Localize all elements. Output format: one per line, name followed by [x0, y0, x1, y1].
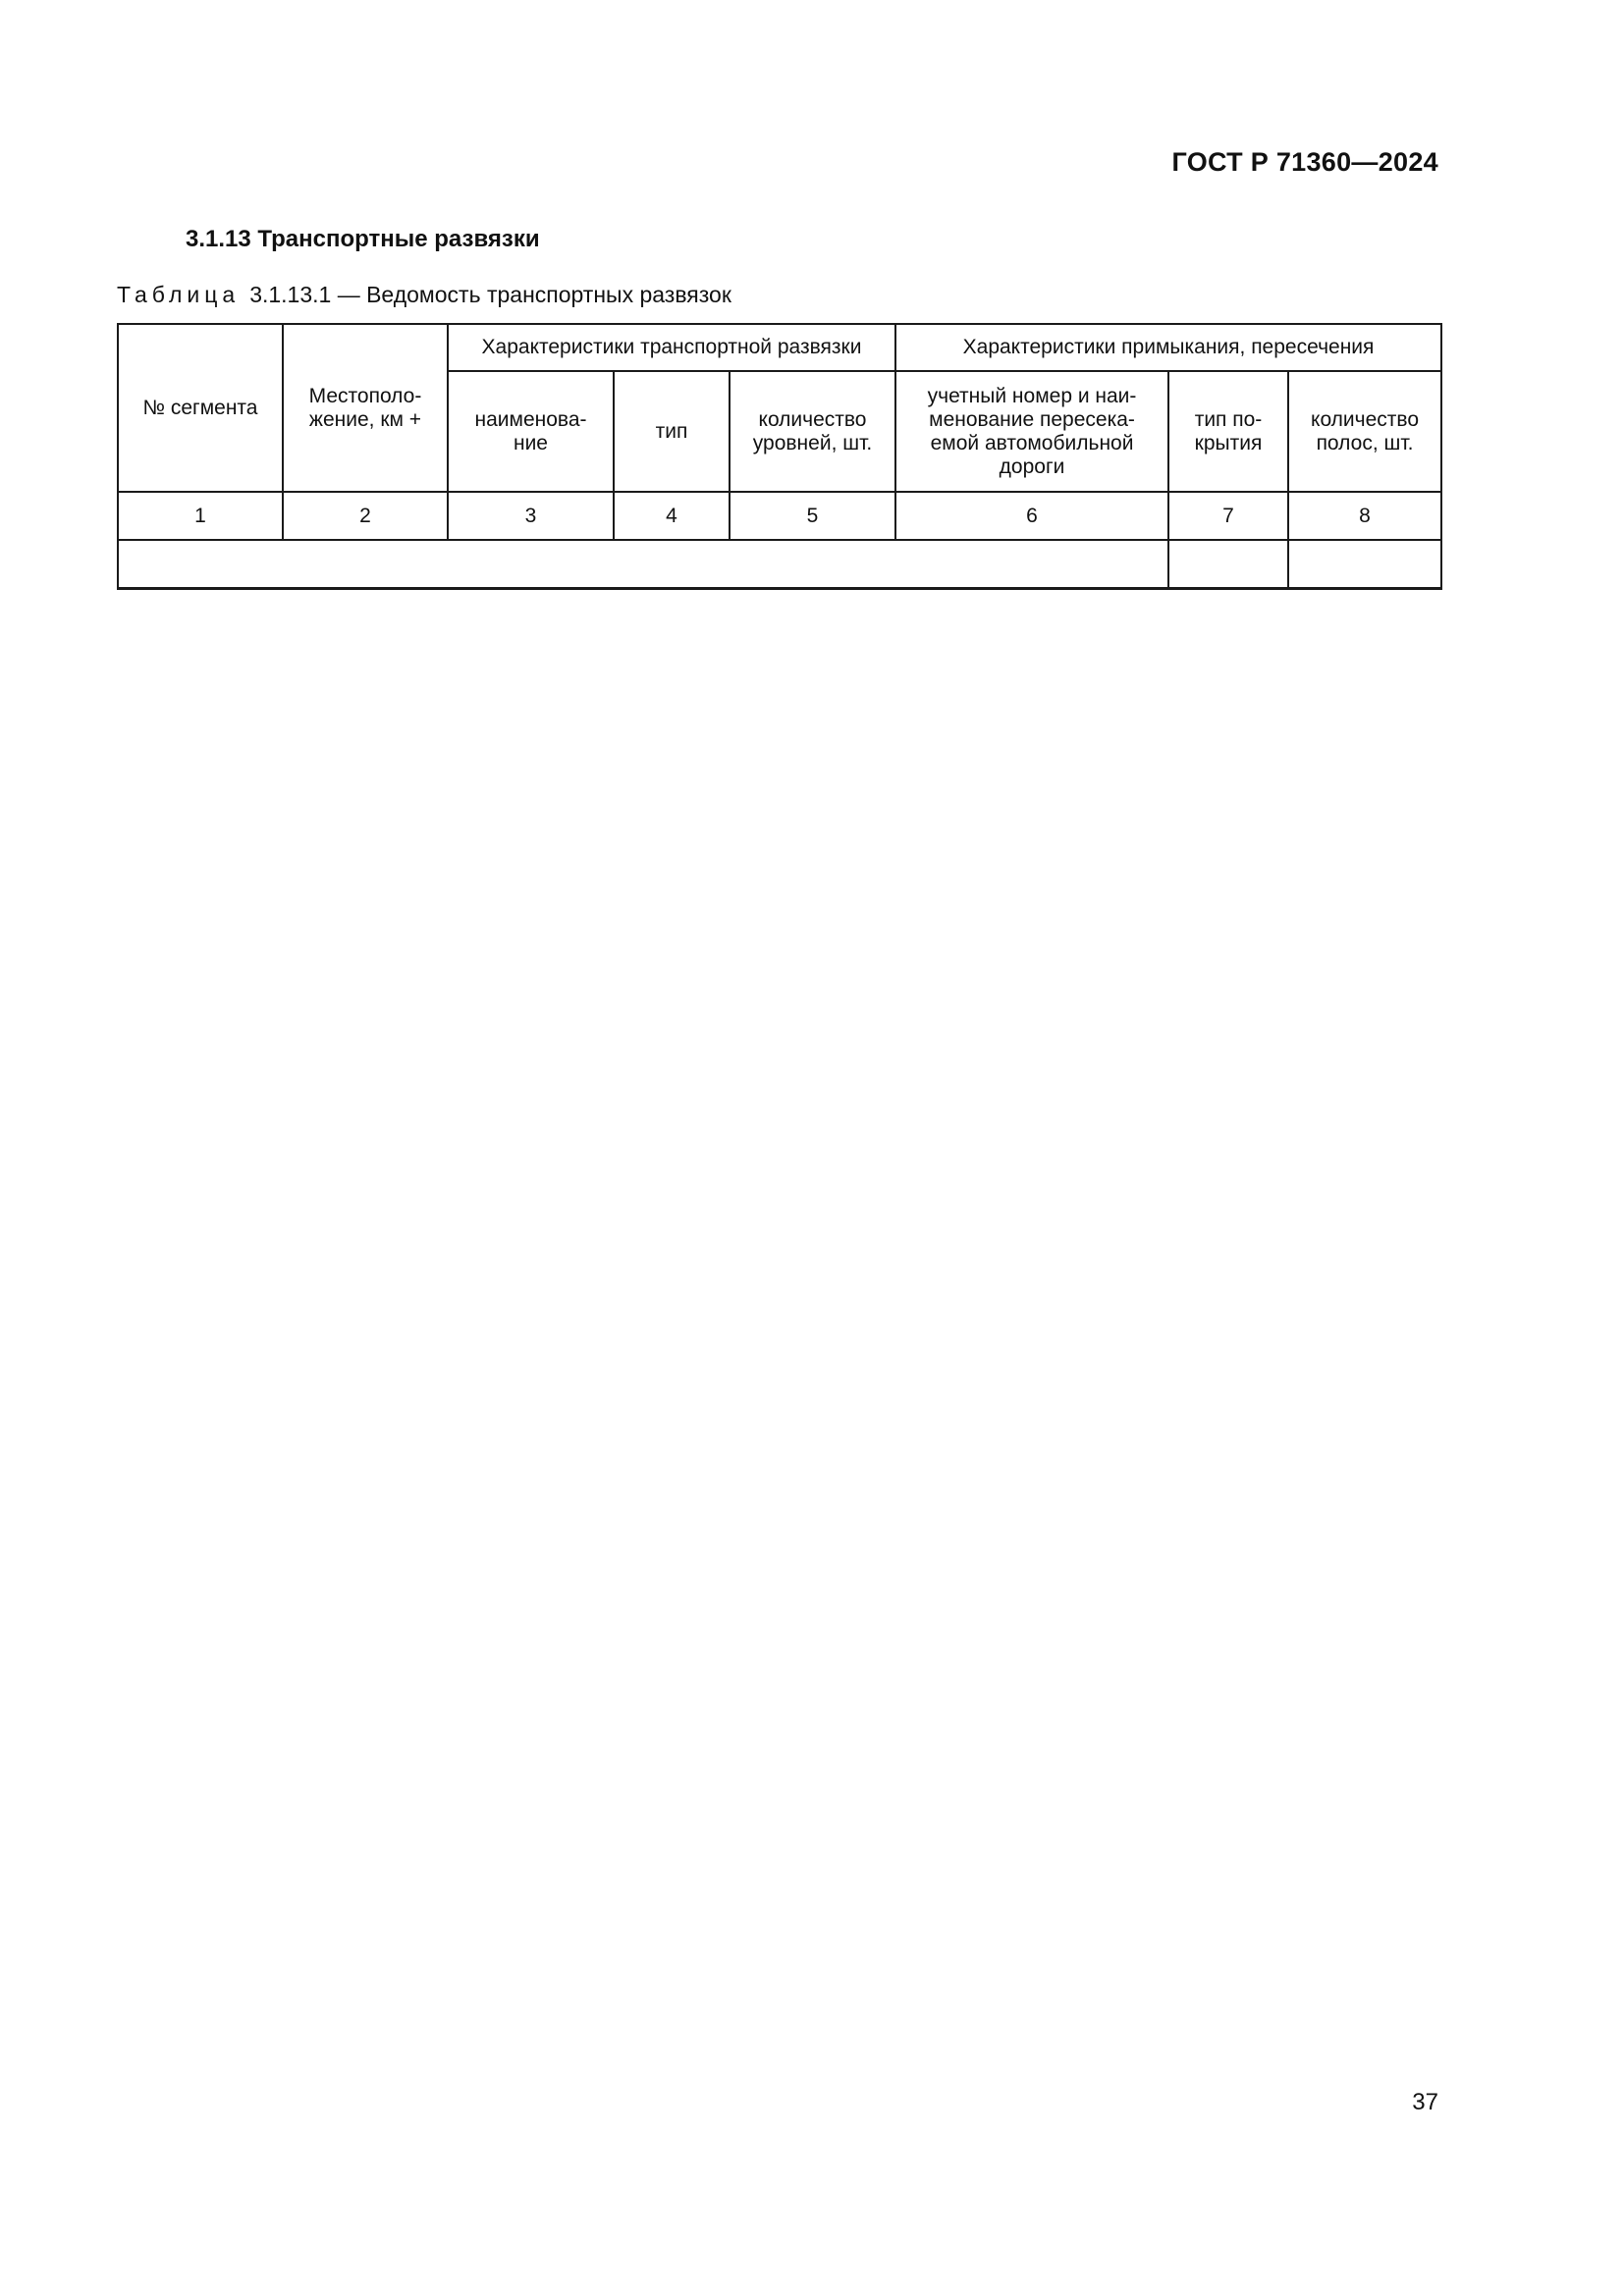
column-number-4: 4 — [614, 492, 730, 540]
column-number-7: 7 — [1168, 492, 1288, 540]
header-group-junction: Характеристики примыкания, пересечения — [895, 324, 1441, 371]
table-row-empty — [118, 540, 1441, 589]
header-segment-no: № сегмента — [118, 324, 283, 492]
column-number-2: 2 — [283, 492, 448, 540]
header-location-text: Местополо- жение, км + — [308, 384, 422, 431]
header-road-id-name-text: учетный номер и наи- менование пересека- емой автомобильной дороги — [927, 384, 1137, 478]
table-caption — [117, 282, 731, 308]
header-levels-count-text: количество уровней, шт. — [752, 407, 873, 454]
header-lanes-count-text: количество полос, шт. — [1311, 407, 1419, 454]
header-lanes-count — [1288, 371, 1441, 492]
header-group-interchange: Характеристики транспортной развязки — [448, 324, 895, 371]
table-caption-text: 3.1.13.1 — Ведомость транспортных развязок — [249, 282, 731, 307]
document-code: ГОСТ Р 71360—2024 — [1171, 147, 1438, 177]
empty-cell-merged — [118, 540, 1168, 589]
page-number: 37 — [1412, 2089, 1438, 2115]
column-number-6: 6 — [895, 492, 1168, 540]
interchange-table — [117, 323, 1442, 590]
section-heading: 3.1.13 Транспортные развязки — [186, 226, 540, 252]
empty-cell-lanes — [1288, 540, 1441, 589]
header-name — [448, 371, 614, 492]
column-number-8: 8 — [1288, 492, 1441, 540]
empty-cell-surface — [1168, 540, 1288, 589]
header-location — [283, 324, 448, 492]
header-levels-count — [730, 371, 895, 492]
column-number-1: 1 — [118, 492, 283, 540]
header-road-id-name — [895, 371, 1168, 492]
header-name-text: наименова- ние — [474, 407, 587, 454]
header-type: тип — [614, 371, 730, 492]
table-caption-word: Таблица — [117, 282, 241, 307]
header-surface-type-text: тип по- крытия — [1194, 407, 1263, 454]
column-number-5: 5 — [730, 492, 895, 540]
column-number-3: 3 — [448, 492, 614, 540]
header-surface-type — [1168, 371, 1288, 492]
